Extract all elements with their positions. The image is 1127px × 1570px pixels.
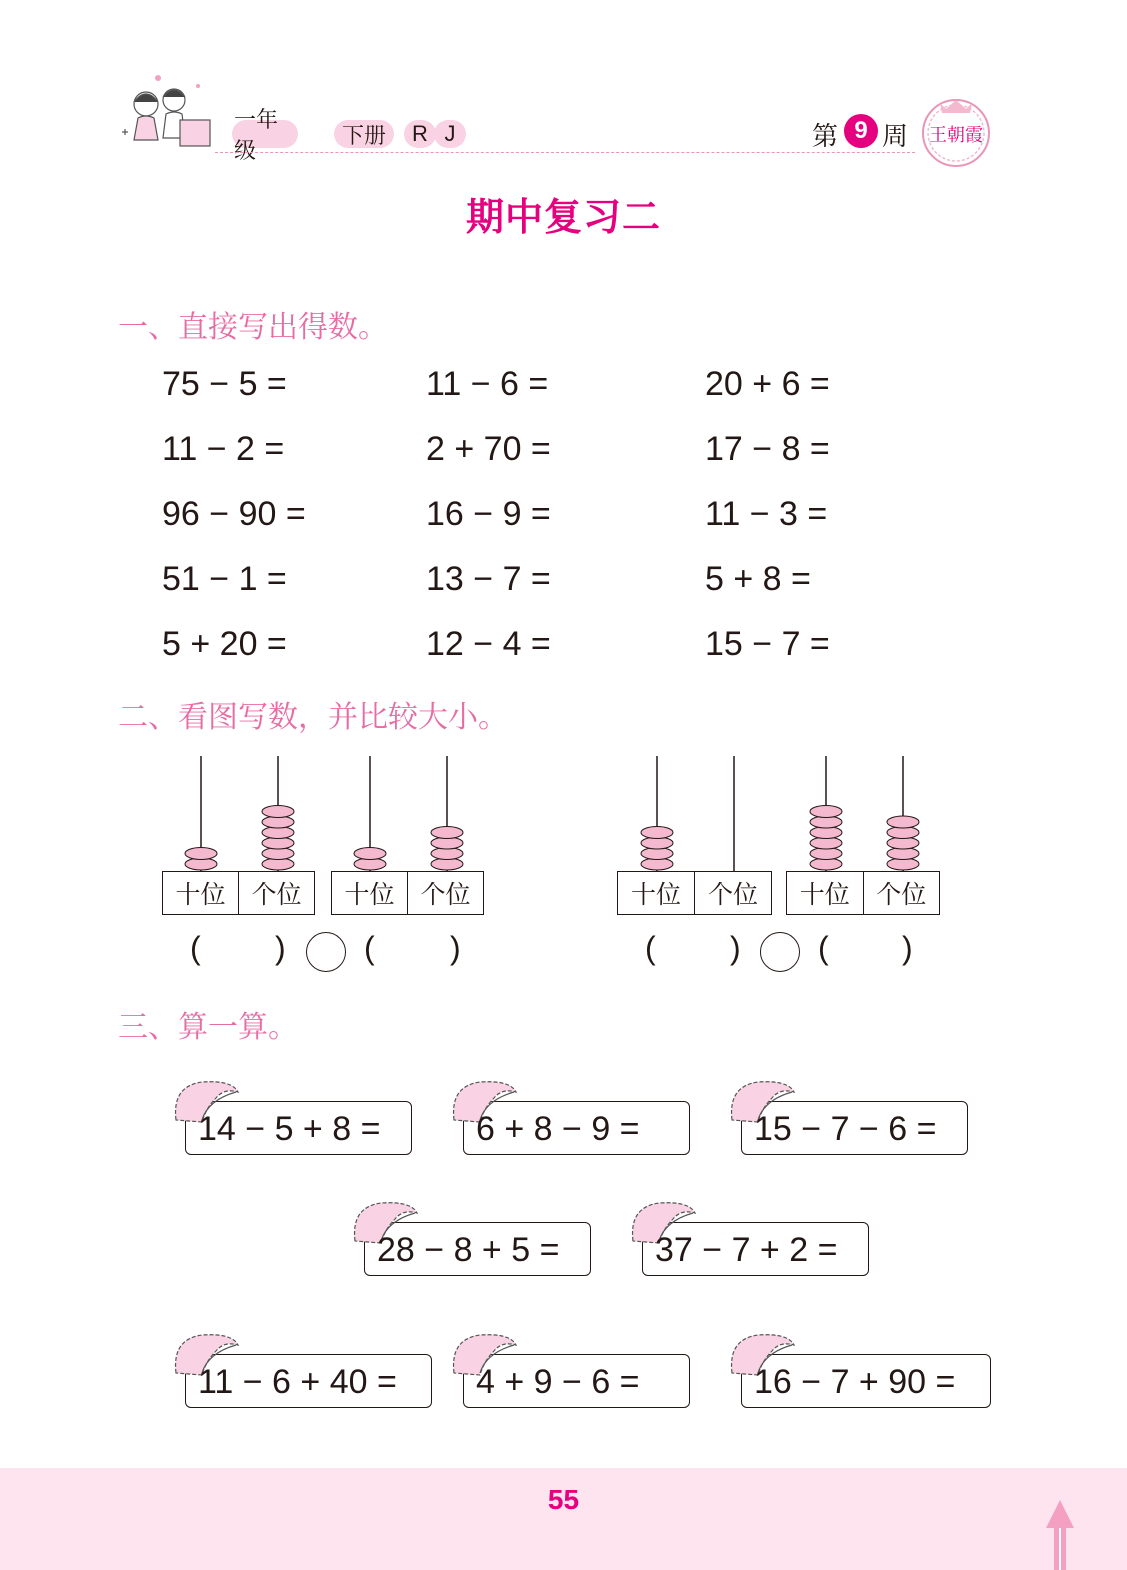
section1-heading: 一、直接写出得数。 (118, 310, 388, 345)
edition-chip-r (404, 120, 436, 148)
grade-label: 一年级 (234, 107, 279, 163)
section2-heading: 二、看图写数，并比较大小。 (118, 700, 508, 735)
calc-box (642, 1222, 869, 1276)
equation: 75 − 5 = (162, 365, 287, 403)
equation: 11 − 6 = (426, 365, 549, 403)
equation: 17 − 8 = (705, 430, 830, 468)
header-divider (215, 152, 915, 153)
calc-problem: 11 − 6 + 40 = (198, 1363, 397, 1401)
page-title: 期中复习二 (465, 195, 661, 239)
abacus-drawings (150, 750, 970, 872)
edition-letter: J (444, 121, 456, 146)
calc-box (463, 1101, 690, 1155)
place-value-box-1 (162, 871, 315, 915)
calc-box (463, 1354, 690, 1408)
place-value-box-3 (617, 871, 772, 915)
calc-problem: 14 − 5 + 8 = (198, 1110, 381, 1148)
kids-illustration (118, 72, 218, 154)
answer-paren-close: ) (275, 930, 286, 966)
equation: 11 − 2 = (162, 430, 285, 468)
calc-problem: 28 − 8 + 5 = (377, 1231, 560, 1269)
calc-box (185, 1101, 412, 1155)
volume-label: 下册 (341, 122, 386, 148)
calc-problem: 16 − 7 + 90 = (754, 1363, 956, 1401)
tens-label: 十位 (344, 880, 395, 909)
answer-paren-open: ( (190, 930, 201, 966)
tens-label: 十位 (630, 880, 681, 909)
edition-letter: R (412, 121, 428, 146)
corner-arrow-icon (1040, 1498, 1080, 1570)
calc-problem: 6 + 8 − 9 = (476, 1110, 640, 1148)
tens-label: 十位 (175, 880, 226, 909)
equation: 16 − 9 = (426, 495, 551, 533)
abacus-bead (354, 848, 386, 860)
equation: 2 + 70 = (426, 430, 551, 468)
calc-problem: 4 + 9 − 6 = (476, 1363, 640, 1401)
place-value-box-4 (786, 871, 940, 915)
answer-paren-open: ( (645, 930, 656, 966)
answer-paren-close: ) (730, 930, 741, 966)
edition-chip-j (434, 120, 466, 148)
equation: 13 − 7 = (426, 560, 551, 598)
equation: 96 − 90 = (162, 495, 306, 533)
week-suffix: 周 (882, 122, 909, 152)
abacus-bead (641, 827, 673, 839)
page-number: 55 (547, 1484, 580, 1515)
abacus-bead (262, 806, 294, 818)
equation: 51 − 1 = (162, 560, 287, 598)
abacus-bead (185, 848, 217, 860)
compare-circle[interactable] (760, 932, 800, 972)
week-number-badge: 9 (844, 114, 878, 148)
abacus-bead (431, 827, 463, 839)
ones-label: 个位 (863, 872, 940, 914)
section3-heading: 三、算一算。 (118, 1010, 298, 1045)
answer-paren-open: ( (818, 930, 829, 966)
calc-problem: 37 − 7 + 2 = (655, 1231, 838, 1269)
equation: 5 + 8 = (705, 560, 811, 598)
place-value-box-2 (331, 871, 484, 915)
ones-label: 个位 (407, 872, 483, 914)
equation: 5 + 20 = (162, 625, 287, 663)
week-prefix: 第 (812, 122, 839, 152)
calc-box (741, 1101, 968, 1155)
author-seal (918, 93, 994, 169)
equation: 11 − 3 = (705, 495, 828, 533)
equation: 20 + 6 = (705, 365, 830, 403)
equation: 15 − 7 = (705, 625, 830, 663)
equation: 12 − 4 = (426, 625, 551, 663)
answer-paren-open: ( (364, 930, 375, 966)
grade-chip (232, 107, 298, 163)
seal-text: 王朝霞 (929, 125, 983, 146)
abacus-bead (810, 806, 842, 818)
calc-problem: 15 − 7 − 6 = (754, 1110, 937, 1148)
tens-label: 十位 (799, 880, 850, 909)
compare-circle[interactable] (306, 932, 346, 972)
volume-chip (334, 120, 394, 148)
answer-paren-close: ) (450, 930, 461, 966)
calc-box (364, 1222, 591, 1276)
calc-box (741, 1354, 991, 1408)
ones-label: 个位 (238, 872, 314, 914)
answer-paren-close: ) (902, 930, 913, 966)
calc-box (185, 1354, 432, 1408)
ones-label: 个位 (694, 872, 771, 914)
abacus-bead (887, 816, 919, 828)
